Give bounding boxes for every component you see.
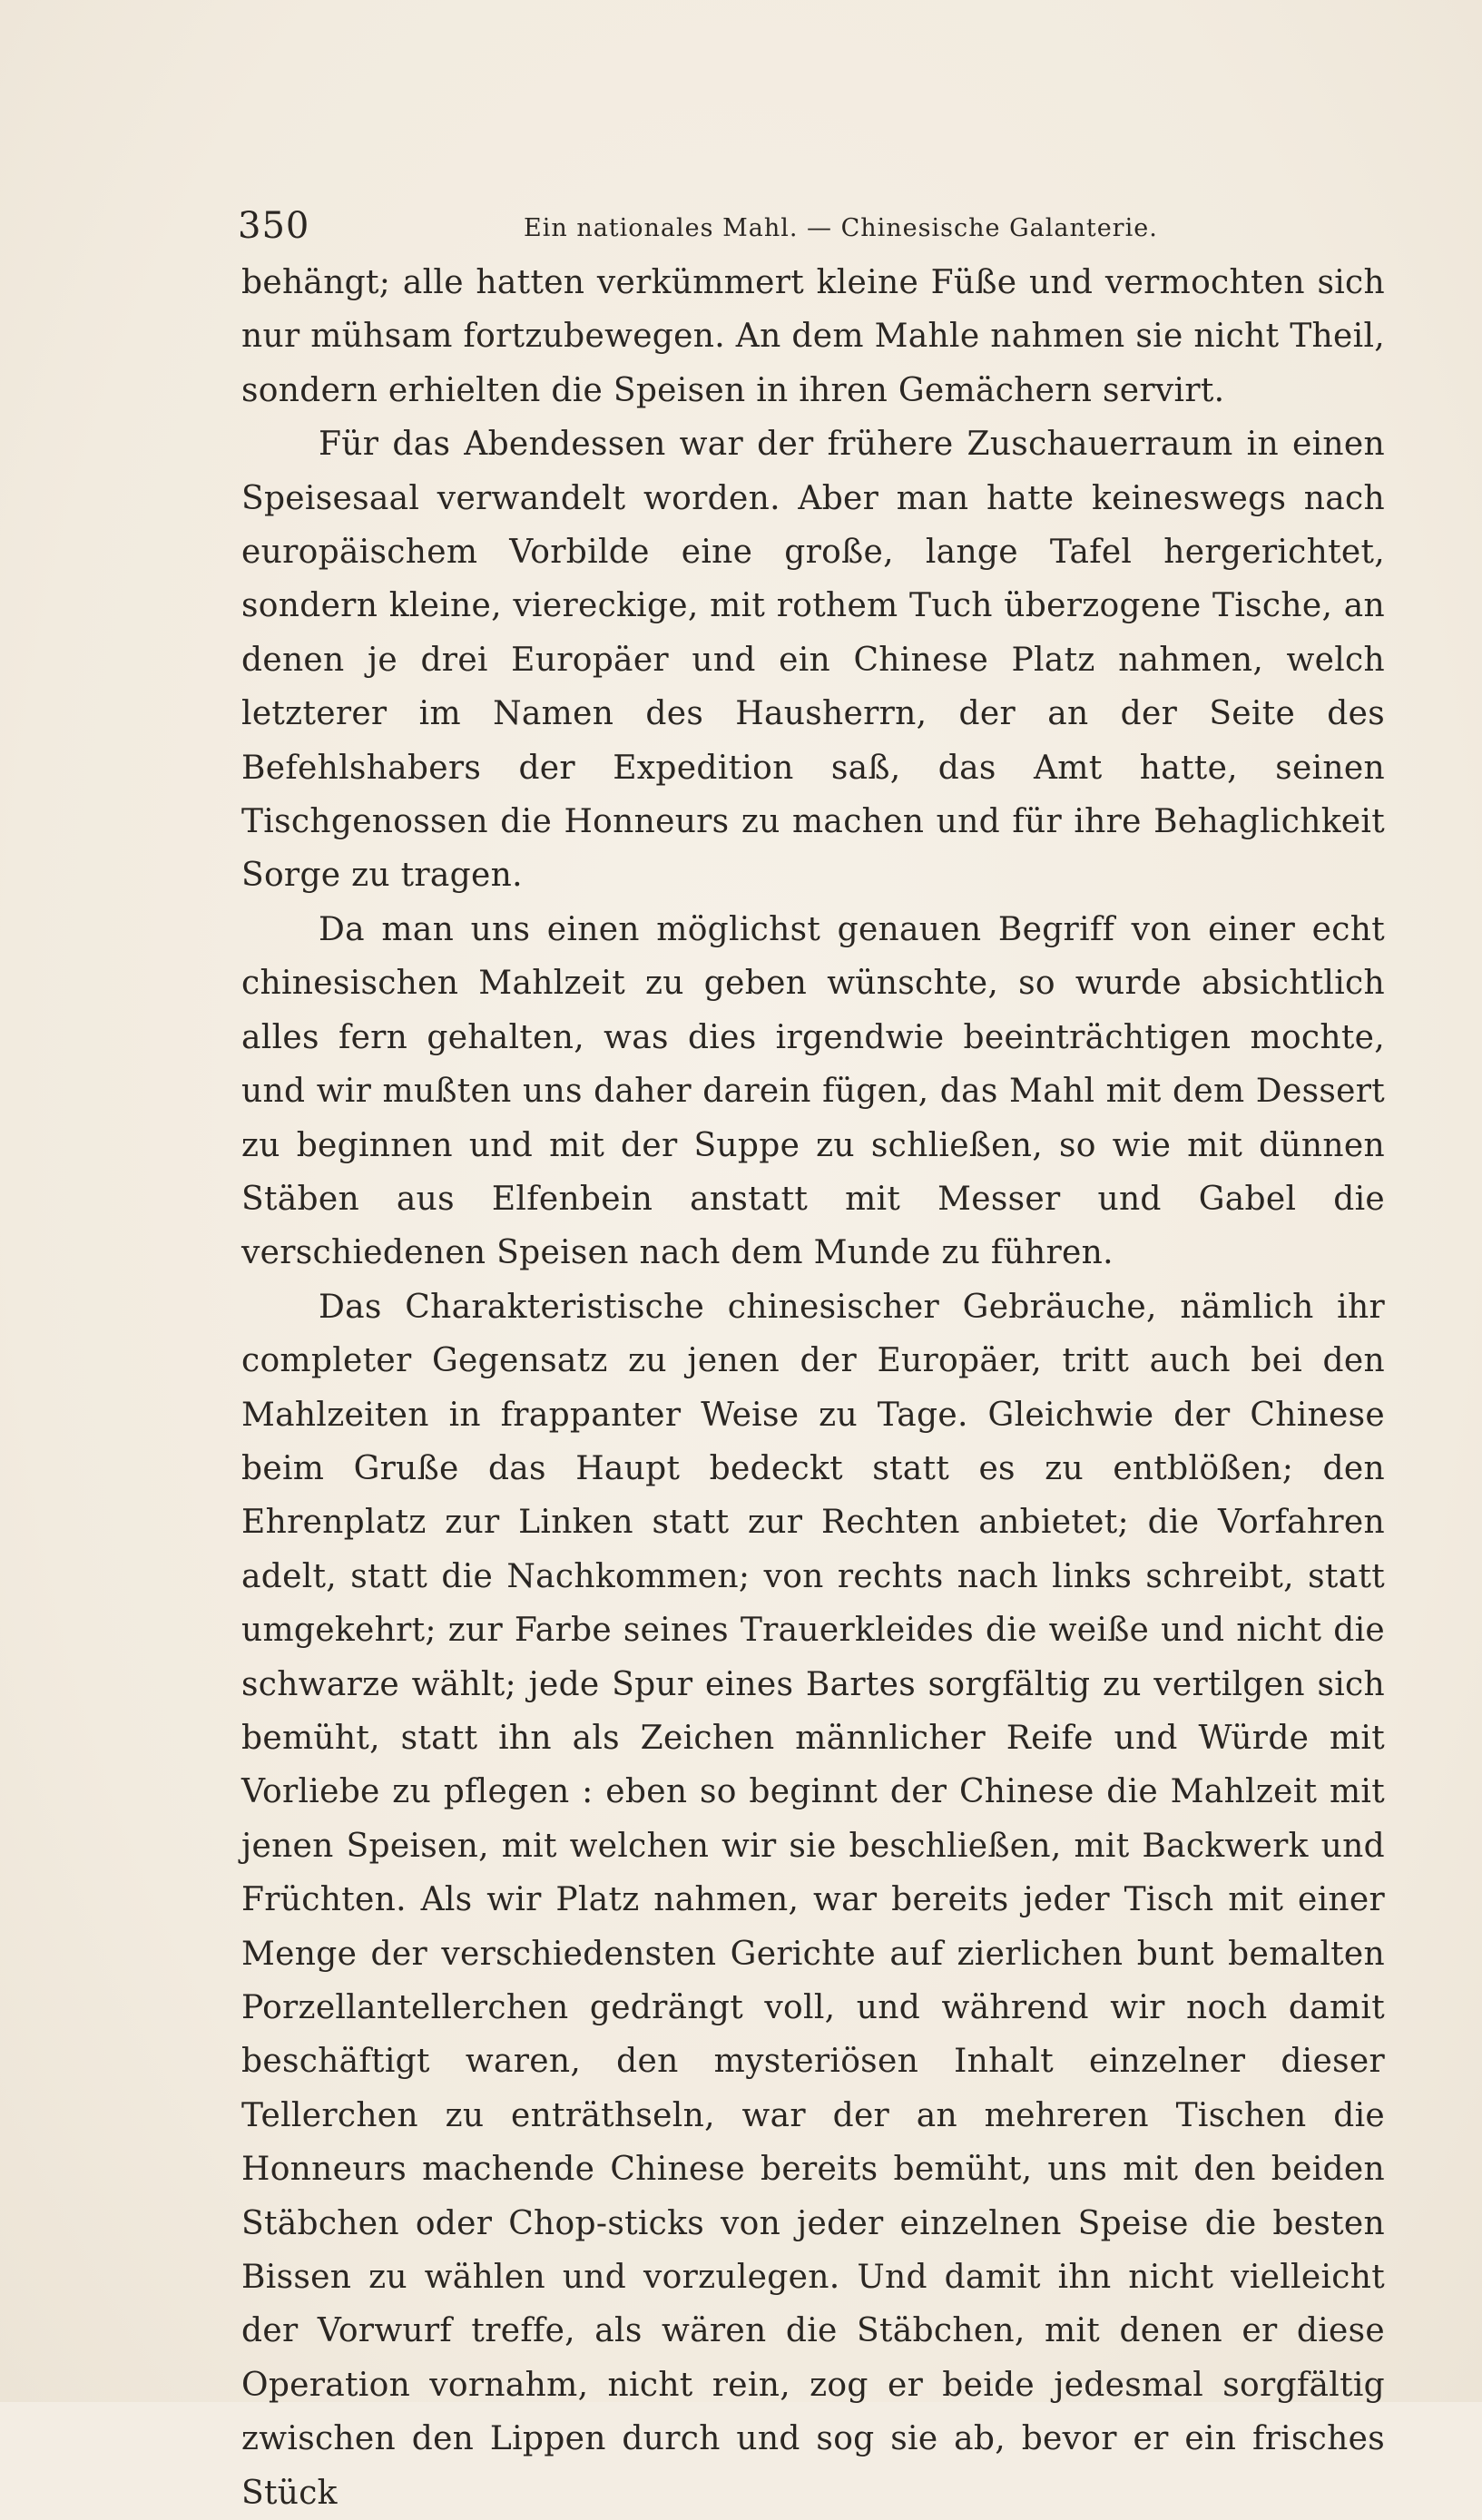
body-text [241,256,1385,2520]
paragraph-3: Da man uns einen möglichst genauen Begriff von einer echt chinesischen Mahlzeit zu geben wünschte, so wurde absichtlich alles fern gehalten, was dies irgendwie beeinträchtigen mochte, und wir mußten uns daher darein fügen, das Mahl mit dem Dessert zu beginnen und mit der Suppe zu schließen, so wie mit dünnen Stäben aus Elfenbein anstatt mit Messer und Gabel die verschiedenen Speisen nach dem Munde zu führen. [241,910,1385,1272]
page-number: 350 [238,205,310,247]
paragraph-4: Das Charakteristische chinesischer Gebräuche, nämlich ihr completer Gegensatz zu jenen der Europäer, tritt auch bei den Mahlzeiten in frappanter Weise zu Tage. Gleichwie der Chinese beim Gruße das Haupt bedeckt statt es zu entblößen; den Ehrenplatz zur Linken statt zur Rechten anbietet; die Vorfahren adelt, statt die Nachkommen; von rechts nach links schreibt, statt umgekehrt; zur Farbe seines Trauerkleides die weiße und nicht die schwarze wählt; jede Spur eines Bartes sorgfältig zu vertilgen sich bemüht, statt ihn als Zeichen männlicher Reife und Würde mit Vorliebe zu pflegen : eben so beginnt der Chinese die Mahlzeit mit jenen Speisen, mit welchen wir sie beschließen, mit Backwerk und Früchten. Als wir Platz nahmen, war bereits jeder Tisch mit einer Menge der verschiedensten Gerichte auf zierlichen bunt bemalten Porzellantellerchen gedrängt voll, und während wir noch damit beschäftigt waren, den mysteriösen Inhalt einzelner dieser Tellerchen zu enträthseln, war der an mehreren Tischen die Honneurs machende Chinese bereits bemüht, uns mit den beiden Stäbchen oder Chop-sticks von jeder einzelnen Speise die besten Bissen zu wählen und vorzulegen. Und damit ihn nicht vielleicht der Vorwurf treffe, als wären die Stäbchen, mit denen er diese Operation vornahm, nicht rein, zog er beide jedesmal sorgfältig zwischen den Lippen durch und sog sie ab, bevor er ein frisches Stück [241,1288,1385,2512]
paragraph-1: behängt; alle hatten verkümmert kleine Füße und vermochten sich nur mühsam fortzubewegen. An dem Mahle nahmen sie nicht Theil, sondern erhielten die Speisen in ihren Gemächern servirt. [241,264,1385,409]
paragraph-2: Für das Abendessen war der frühere Zuschauerraum in einen Speisesaal verwandelt worden. Aber man hatte keineswegs nach europäischem Vorbilde eine große, lange Tafel hergerichtet, sondern kleine, viereckige, mit rothem Tuch überzogene Tische, an denen je drei Europäer und ein Chinese Platz nahmen, welch letzterer im Namen des Hausherrn, der an der Seite des Befehlshabers der Expedition saß, das Amt hatte, seinen Tischgenossen die Honneurs zu machen und für ihre Behaglichkeit Sorge zu tragen. [241,426,1385,895]
running-head-title: Ein nationales Mahl. — Chinesische Galanterie. [524,214,1158,242]
running-head [238,205,1227,250]
